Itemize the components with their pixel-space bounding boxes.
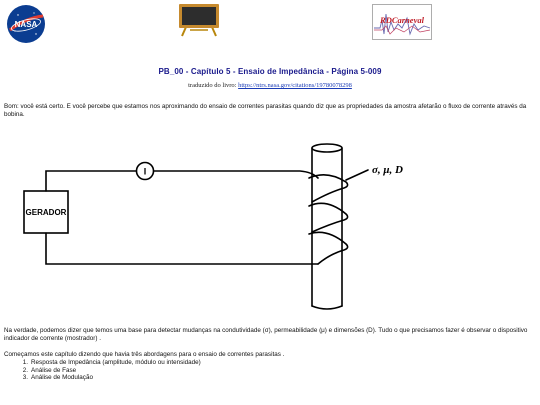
list-item-text: Resposta de Impedância (amplitude, módulo ou intensidade) — [31, 359, 201, 366]
eddy-current-circuit-diagram — [0, 134, 540, 314]
list-item — [20, 374, 201, 382]
nasa-logo-text: NASA — [14, 20, 38, 29]
list-item-text: Análise de Fase — [31, 366, 77, 374]
specimen-rod-top — [312, 144, 342, 152]
top-wire-left — [46, 171, 136, 191]
page-title: PB_00 - Capítulo 5 - Ensaio de Impedância - Página 5-009 — [158, 67, 382, 76]
rdcarneval-logo-text: RDCarneval — [380, 15, 424, 25]
meter-label: I — [143, 166, 147, 177]
list-item-text: Análise de Modulação — [31, 374, 93, 382]
list-item-number: 1. — [22, 359, 28, 366]
source-link[interactable]: https://ntrs.nasa.gov/citations/19780078298 — [238, 82, 352, 89]
list-item — [20, 367, 201, 375]
list-item-number: 3. — [22, 374, 28, 382]
intro-paragraph: Bom: você está certo. E você percebe que estamos nos aproximando do ensaio de correntes parasitas quando diz que as propriedades da amostra afetarão o fluxo de corrente através da bobina. — [4, 103, 527, 118]
paragraph-detection-basis: Na verdade, podemos dizer que temos uma base para detectar mudanças na condutividade (σ), permeabilidade (μ) e dimensões (D). Tudo o que precisamos fazer é observar o dispositivo indicador de corrente (mostrador) . — [4, 327, 528, 342]
specimen-rod — [312, 148, 342, 306]
translation-credit — [0, 82, 540, 89]
list-item — [20, 359, 201, 367]
paragraph-three-approaches: Começamos este capítulo dizendo que havia três abordagens para o ensaio de correntes parasitas . — [4, 351, 285, 358]
bottom-wire — [46, 233, 318, 264]
properties-label: σ, μ, D — [372, 164, 403, 176]
properties-pointer — [346, 170, 368, 180]
credit-prefix: traduzido do livro: — [188, 82, 237, 89]
nasa-logo — [6, 4, 46, 44]
rdcarneval-logo — [372, 4, 432, 40]
approaches-list — [20, 359, 201, 382]
chalkboard-icon[interactable] — [176, 3, 222, 37]
top-wire-right — [154, 171, 318, 178]
specimen-rod-bottom — [312, 306, 342, 309]
generator-label: GERADOR — [25, 208, 67, 217]
list-item-number: 2. — [22, 366, 28, 374]
